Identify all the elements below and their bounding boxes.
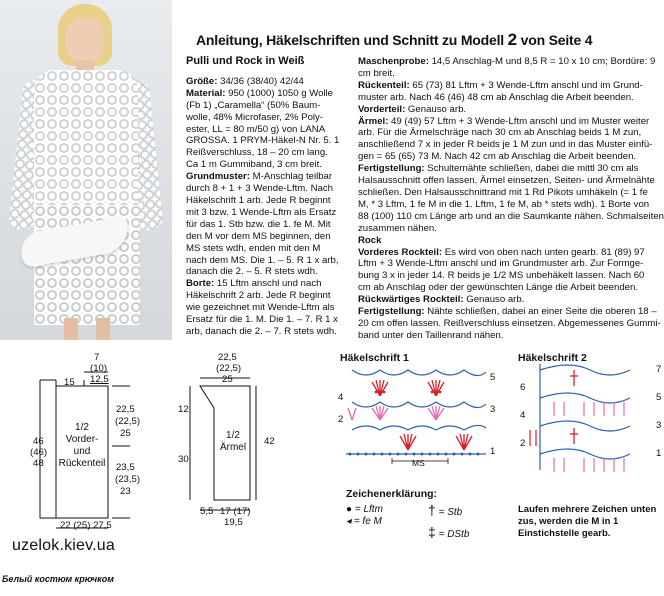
text-line (186, 290, 354, 302)
body-schematic (0, 350, 160, 535)
chart-1-symbols (336, 350, 506, 470)
chart-2-row-number: 7 (656, 364, 662, 375)
chart-2-symbols (510, 350, 664, 480)
dim-sleeve-cuff: 17 (17) (220, 506, 251, 517)
heading-page-ref: von Seite 4 (520, 32, 593, 48)
dim-length-alt: (46) (30, 447, 48, 458)
dim-neck: 7 (94, 352, 100, 363)
section-label: Maschenprobe: (358, 56, 429, 67)
body-text: Häkelschrift 1 arb. Jede R beginnt (186, 194, 331, 206)
chart-2-row-number: 4 (520, 410, 526, 421)
body-piece-label: 1/2 Vorder- und Rückenteil (58, 422, 106, 469)
body-text: arb, danach die 2. – 7. R stets wdh. (186, 325, 337, 337)
body-text: Lftm + 3 Wende-Lftm anschl und im Grundmuster arb. Zur Formge- (358, 258, 644, 270)
page-heading (196, 30, 592, 50)
section-label: Fertigstellung: (358, 163, 425, 175)
text-line (358, 127, 664, 139)
text-line (186, 219, 354, 231)
body-text: Reißverschluss, 18 – 20 cm lang. (186, 147, 328, 159)
sleeve-piece-label: 1/2 Ärmel (219, 430, 247, 453)
text-line (358, 68, 664, 80)
legend-title: Zeichenerklärung: (346, 488, 438, 500)
text-line (358, 151, 664, 163)
text-line (358, 80, 664, 92)
text-line (186, 112, 354, 124)
dim-side: 23,5 (116, 462, 135, 473)
text-line (358, 294, 664, 306)
text-line (186, 243, 354, 255)
chart-2-row-number: 2 (520, 438, 526, 449)
text-line (358, 116, 664, 128)
dim-shoulder: 15 (64, 377, 75, 388)
dim-armhole-alt2: 25 (120, 428, 131, 439)
text-line (358, 318, 664, 330)
text-line (358, 104, 664, 116)
text-line (358, 306, 664, 318)
text-line (186, 147, 354, 159)
text-line (358, 175, 664, 187)
body-text: cm ab Anschlag oder der gewünschten Länge die Arbeit beenden. (358, 282, 639, 294)
text-line (186, 278, 354, 290)
legend-note: Laufen mehrere Zeichen unten zus, werden die M in 1 Einstichstelle gearb. (518, 504, 657, 539)
section-label: Rückenteil: (358, 79, 410, 91)
dim-sleeve-top-alt2: 25 (222, 374, 233, 385)
model-number: 2 (507, 30, 517, 49)
section-label: Grundmuster: (186, 171, 250, 183)
section-label: Ärmel: (358, 115, 389, 127)
legend-item-single (346, 516, 382, 527)
chart-1-row-number: 3 (490, 404, 496, 415)
page-caption: Белый костюм крючком (2, 574, 114, 584)
legend-item-double (428, 502, 462, 518)
treble-crochet-icon: ‡ (428, 524, 436, 540)
chart-2-row-number: 6 (520, 382, 526, 393)
body-text: GROSSA. 1 PRYM-Häkel-N Nr. 5. 1 (186, 135, 340, 147)
section-label: Rock (358, 234, 382, 246)
body-text: 88 (100) 110 cm Länge arb und an die Saumkante nähen. Schmalseiten (358, 210, 664, 222)
text-line (186, 76, 354, 88)
dim-neck-alt: (10) (90, 363, 108, 374)
body-text: wolle, 48% Microfaser, 2% Poly- (186, 111, 324, 123)
dim-sleeve-cuff-alt: 19,5 (224, 517, 243, 528)
body-text: Ersatz für die 1. M. Die 1. – 7. R 1 x (186, 314, 338, 326)
model-crochet-top (34, 70, 138, 210)
section-label: Fertigstellung: (358, 306, 425, 318)
body-text: für das 1. Stb bzw. die 1. fe M. Mit (186, 218, 331, 230)
chart-1-row-number: 2 (338, 414, 344, 425)
dim-length: 46 (33, 436, 44, 447)
text-line (186, 159, 354, 171)
single-crochet-icon: ◂ (346, 516, 352, 527)
dim-sleeve-cuff-step: 5,5 (200, 506, 214, 517)
dim-sleeve-top-alt: (22,5) (216, 363, 242, 374)
text-line (186, 183, 354, 195)
body-text: 20 cm offen lassen. Reißverschluss einsetzen. Abgemessenes Gummi- (358, 317, 661, 329)
body-text: (Fb 1) „Caramella“ (50% Baum- (186, 99, 321, 111)
legend-label: = fe M (353, 516, 382, 527)
col1-paragraphs (186, 76, 354, 338)
chain-stitch-icon: ● (346, 504, 353, 515)
body-text: Halsausschnitt offen lassen. Ärmel einsetzen, Seiten- und Ärmelnähte (358, 175, 655, 187)
sleeve-schematic (172, 350, 282, 535)
body-text: MS stets wdh, enden mit den M (186, 242, 321, 254)
body-text: 34/36 (38/40) 42/44 (217, 75, 304, 87)
body-text: schließen. Den Halsausschnittrand mit 1 Rd Pikots umhäkeln (= 1 fe (358, 186, 648, 198)
text-line (358, 199, 664, 211)
chart-1-row-number: 4 (338, 392, 344, 403)
crochet-chart-2 (510, 350, 664, 480)
body-text: Häkelschrift 2 arb. Jede R beginnt (186, 290, 331, 302)
section-label: Vorderes Rockteil: (358, 246, 443, 258)
model-photo (0, 0, 172, 340)
body-text: ester, LL = 80 m/50 g) von LANA (186, 123, 326, 135)
text-line (358, 139, 664, 151)
body-text: Schulternähte schließen, dabei die mittl 30 cm als (424, 163, 639, 175)
body-text: gen = 65 (65) 73 M. Nach 42 cm ab Anschlag die Arbeit beenden. (358, 151, 637, 163)
site-watermark: uzelok.kiev.ua (12, 537, 116, 554)
text-line (358, 211, 664, 223)
chart-2-row-number: 3 (656, 420, 662, 431)
body-text: zusammen nähen. (358, 222, 437, 234)
section-label: Größe: (186, 75, 218, 87)
body-text: 15 Lftm anschl und nach (214, 278, 322, 290)
legend-label: = Lftm (354, 504, 383, 515)
text-line (186, 100, 354, 112)
body-text: nach dem MS. Die 1. – 5. R 1 x arb, (186, 254, 339, 266)
body-text: muster arb. Nach 46 (46) 48 cm ab Anschlag die Arbeit beenden. (358, 91, 634, 103)
text-line (358, 282, 664, 294)
model-leg (96, 318, 110, 340)
body-text: 950 (1000) 1050 g Wolle (225, 87, 334, 99)
crochet-chart-1 (336, 350, 506, 470)
body-text: 65 (73) 81 Lftm + 3 Wende-Lftm anschl und im Grund- (409, 79, 643, 91)
dim-sleeve-length: 42 (264, 436, 275, 447)
body-text: 14,5 Anschlag-M und 8,5 R = 10 x 10 cm; Bordüre: 9 (428, 56, 656, 67)
text-line (186, 314, 354, 326)
text-line (358, 247, 664, 259)
text-line (186, 302, 354, 314)
text-line (358, 270, 664, 282)
chart-1-title: Häkelschrift 1 (340, 352, 409, 364)
section-label: Rückwärtiges Rockteil: (358, 294, 464, 306)
dim-side-alt2: 23 (120, 486, 131, 497)
text-line (186, 124, 354, 136)
legend-label: = Stb (438, 507, 463, 518)
body-text: den M vor dem MS beginnen, den (186, 230, 331, 242)
dim-armhole-alt: (22,5) (115, 416, 141, 427)
section-label: Borte: (186, 278, 215, 290)
text-line (186, 231, 354, 243)
section-label: Material: (186, 87, 226, 99)
body-text: M-Anschlag teilbar (249, 171, 333, 183)
text-line (358, 187, 664, 199)
body-text: Ca 1 m Gummiband, 3 cm breit. (186, 159, 322, 171)
chart-1-row-number: 5 (490, 372, 496, 383)
dim-sleeve-lower: 30 (178, 454, 189, 465)
section-label: Vorderteil: (358, 103, 406, 115)
body-text: danach die 2. – 5. R stets wdh. (186, 266, 318, 278)
dim-neck-alt2: 12,5 (90, 374, 109, 385)
body-text: band unter den Taillenrand nähen. (358, 329, 504, 341)
body-text: Es wird von oben nach unten gearb. 81 (89) 97 (442, 246, 645, 258)
legend-label: = DStb (438, 529, 470, 540)
body-text: cm breit. (358, 67, 395, 79)
text-line (186, 135, 354, 147)
body-text: mit 3 bzw. 1 Wende-Lftm als Ersatz (186, 206, 337, 218)
dim-sleeve-top: 22,5 (218, 352, 237, 363)
instructions-column-2 (358, 56, 664, 342)
chart-2-title: Häkelschrift 2 (518, 352, 587, 364)
text-line (186, 266, 354, 278)
col2-paragraphs (358, 56, 664, 342)
text-line (186, 171, 354, 183)
chart-2-row-number: 5 (656, 392, 662, 403)
chart-1-row-number: 1 (490, 446, 496, 457)
text-line (186, 88, 354, 100)
dim-length-alt2: 48 (33, 458, 44, 469)
text-line (358, 235, 664, 247)
item-title: Pulli und Rock in Weiß (186, 55, 305, 67)
body-text: M, * 3 Lftm, 1 fe M in die 1. Lftm, 1 fe M, ab * stets wdh). 1 Borte von (358, 198, 650, 210)
body-text: anschließend 7 x in jeder R beids je 1 M zun und in das Muster einfü- (358, 139, 653, 151)
heading-text: Anleitung, Häkelschriften und Schnitt zu Modell (196, 32, 504, 48)
dim-side-alt: (23,5) (115, 474, 141, 485)
legend-item-chain (346, 504, 383, 515)
body-text: 49 (49) 57 Lftm + 3 Wende-Lftm anschl und im Muster weiter (388, 115, 650, 127)
body-text: Nähte schließen, dabei an einer Seite die oberen 18 – (424, 306, 657, 318)
body-text: Genauso arb. (463, 294, 525, 306)
text-line (358, 223, 664, 235)
text-line (358, 163, 664, 175)
chart-2-row-number: 1 (656, 448, 662, 459)
text-line (358, 56, 664, 68)
body-text: wie gezeichnet mit Wende-Lftm als (186, 302, 335, 314)
model-face (66, 18, 104, 64)
text-line (186, 255, 354, 267)
text-line (186, 326, 354, 338)
text-line (186, 207, 354, 219)
body-text: bung 3 x in jeder 14. R beids je 1/2 MS unbehäkelt lassen. Nach 60 (358, 270, 645, 282)
instructions-column-1 (186, 56, 354, 338)
chart-1-repeat-label: MS (412, 458, 425, 468)
body-text: arb. Für die Ärmelschräge nach 30 cm ab Anschlag beids 1 M zun, (358, 127, 642, 139)
text-line (358, 92, 664, 104)
body-text: Genauso arb. (405, 103, 467, 115)
text-line (186, 195, 354, 207)
double-crochet-icon: † (428, 502, 436, 518)
text-line (358, 258, 664, 270)
legend-item-treble (428, 524, 469, 540)
dim-armhole: 22,5 (116, 404, 135, 415)
dim-width: 22 (25) 27,5 (60, 520, 112, 531)
text-line (358, 330, 664, 342)
model-leg (64, 318, 78, 340)
dim-sleeve-cap: 12 (178, 404, 189, 415)
body-text: durch 8 + 1 + 3 Wende-Lftm. Nach (186, 183, 334, 195)
